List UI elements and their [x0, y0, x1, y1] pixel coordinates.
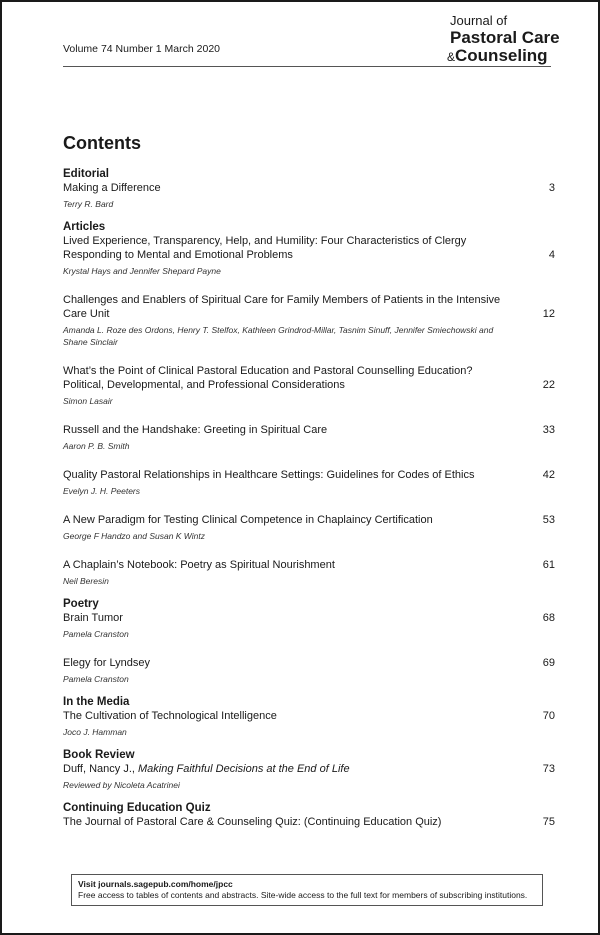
entry-page-number: 33	[542, 424, 555, 436]
toc-entry	[63, 513, 555, 542]
entry-author: Pamela Cranston	[63, 674, 129, 684]
journal-logo-line1: Journal of	[450, 13, 508, 28]
toc-section	[63, 695, 555, 738]
entry-author: Amanda L. Roze des Ordons, Henry T. Stelfox, Kathleen Grindrod-Millar, Tasnim Sinuff, Jennifer Smiechowski and Shane Sinclair	[63, 325, 494, 347]
toc-entry	[63, 611, 555, 640]
entry-title[interactable]: Lived Experience, Transparency, Help, and Humility: Four Characteristics of Clergy Responding to Mental and Emotional Problems	[63, 235, 467, 261]
entry-author: Pamela Cranston	[63, 629, 129, 639]
toc-entry	[63, 762, 555, 791]
entry-title[interactable]: The Cultivation of Technological Intelligence	[63, 710, 277, 722]
entry-page-number: 3	[548, 182, 555, 194]
toc-entry	[63, 364, 555, 407]
journal-logo-line2: Pastoral Care	[450, 28, 560, 47]
toc-section	[63, 220, 555, 587]
entry-title[interactable]: Challenges and Enablers of Spiritual Care for Family Members of Patients in the Intensive Care Unit	[63, 294, 501, 320]
entry-title[interactable]: Making a Difference	[63, 182, 161, 194]
toc-entry	[63, 423, 555, 452]
entry-title[interactable]: A Chaplain’s Notebook: Poetry as Spiritual Nourishment	[63, 559, 335, 571]
entry-page-number: 4	[548, 249, 555, 261]
entry-author: Joco J. Hamman	[63, 727, 127, 737]
section-title: In the Media	[63, 696, 130, 708]
section-title: Book Review	[63, 749, 135, 761]
toc-entry	[63, 293, 555, 348]
toc-section	[63, 748, 555, 791]
journal-logo-amp: &	[447, 50, 456, 64]
entry-page-number: 61	[542, 559, 555, 571]
journal-logo	[447, 14, 560, 64]
footer-text: Free access to tables of contents and abstracts. Site-wide access to the full text for members of subscribing institutions.	[78, 890, 528, 900]
entry-title[interactable]: What’s the Point of Clinical Pastoral Education and Pastoral Counselling Education? Political, Developmental, and Professional Considerations	[63, 365, 473, 391]
toc-entry	[63, 656, 555, 685]
entry-author: Reviewed by Nicoleta Acatrinei	[63, 780, 180, 790]
toc-entry	[63, 181, 555, 210]
entry-title[interactable]: A New Paradigm for Testing Clinical Competence in Chaplaincy Certification	[63, 514, 433, 526]
journal-logo-line3	[447, 47, 560, 64]
toc-section	[63, 597, 555, 685]
journal-logo-line3-text: Counseling	[455, 46, 548, 65]
section-title: Articles	[63, 221, 106, 233]
entry-author: Krystal Hays and Jennifer Shepard Payne	[63, 266, 221, 276]
footer-link-title[interactable]: Visit journals.sagepub.com/home/jpcc	[78, 879, 233, 889]
entry-title-italic: Making Faithful Decisions at the End of Life	[138, 763, 350, 775]
entry-page-number: 42	[542, 469, 555, 481]
entry-author: Neil Beresin	[63, 576, 109, 586]
toc-entry	[63, 468, 555, 497]
entry-title[interactable]	[63, 762, 515, 776]
entry-page-number: 69	[542, 657, 555, 669]
entry-title[interactable]: The Journal of Pastoral Care & Counseling Quiz: (Continuing Education Quiz)	[63, 816, 442, 828]
section-title: Poetry	[63, 598, 99, 610]
section-title: Continuing Education Quiz	[63, 802, 211, 814]
entry-page-number: 73	[542, 763, 555, 775]
entry-author: George F Handzo and Susan K Wintz	[63, 531, 205, 541]
entry-author: Terry R. Bard	[63, 199, 114, 209]
toc-section	[63, 167, 555, 210]
entry-page-number: 75	[542, 816, 555, 828]
volume-info: Volume 74 Number 1 March 2020	[63, 43, 221, 55]
entry-title[interactable]: Brain Tumor	[63, 612, 123, 624]
toc-entry	[63, 815, 555, 829]
entry-page-number: 53	[542, 514, 555, 526]
entry-page-number: 22	[542, 379, 555, 391]
entry-page-number: 70	[542, 710, 555, 722]
table-of-contents	[63, 167, 555, 839]
section-title: Editorial	[63, 168, 110, 180]
entry-author: Aaron P. B. Smith	[63, 441, 130, 451]
entry-title-prefix: Duff, Nancy J.,	[63, 763, 138, 775]
contents-title: Contents	[63, 133, 141, 153]
entry-author: Simon Lasair	[63, 396, 113, 406]
entry-author: Evelyn J. H. Peeters	[63, 486, 141, 496]
entry-page-number: 12	[542, 308, 555, 320]
entry-title[interactable]: Quality Pastoral Relationships in Healthcare Settings: Guidelines for Codes of Ethics	[63, 469, 475, 481]
footer-box	[71, 874, 543, 906]
entry-title[interactable]: Elegy for Lyndsey	[63, 657, 151, 669]
entry-page-number: 68	[542, 612, 555, 624]
toc-entry	[63, 234, 555, 277]
header-rule	[63, 66, 551, 67]
toc-section	[63, 801, 555, 829]
toc-entry	[63, 558, 555, 587]
toc-entry	[63, 709, 555, 738]
entry-title[interactable]: Russell and the Handshake: Greeting in Spiritual Care	[63, 424, 328, 436]
